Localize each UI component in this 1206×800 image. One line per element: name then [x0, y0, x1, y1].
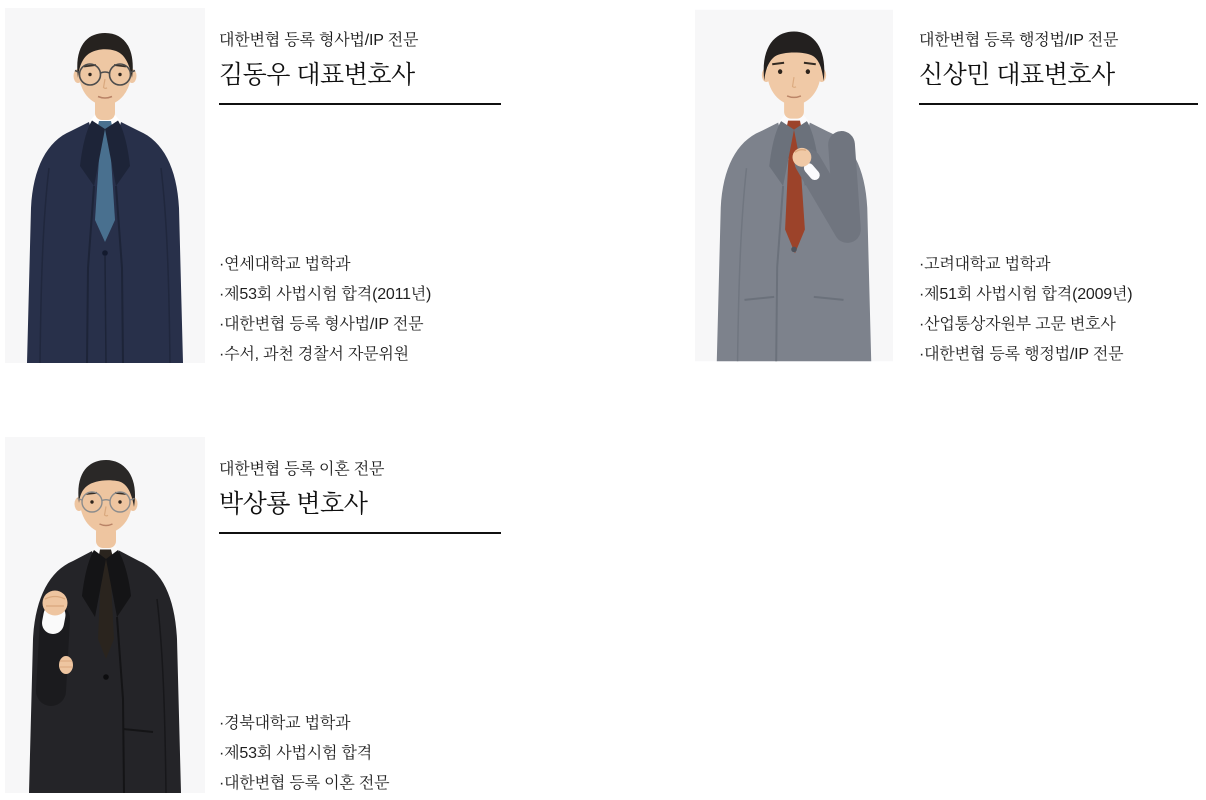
lawyer-portrait-kim-dongwoo: [5, 8, 205, 363]
credential-item: ·대한변협 등록 행정법/IP 전문: [919, 346, 1124, 363]
credential-item: ·대한변협 등록 형사법/IP 전문: [219, 316, 424, 333]
name-underline-divider: [219, 103, 501, 105]
credential-item: ·대한변협 등록 이혼 전문: [219, 775, 390, 792]
lawyer-info: [219, 8, 501, 363]
credential-list: [219, 250, 431, 370]
lawyer-portrait-shin-sangmin: [695, 8, 893, 363]
lawyer-info: [919, 8, 1198, 363]
lawyer-specialty-label: 대한변협 등록 형사법/IP 전문: [219, 32, 419, 49]
lawyer-card-park-sangryong: [5, 437, 501, 793]
credential-list: [219, 709, 389, 799]
lawyer-card-shin-sangmin: [695, 8, 1198, 363]
portrait-illustration: [695, 8, 893, 363]
credential-item: ·제53회 사법시험 합격(2011년): [219, 286, 432, 303]
lawyer-info: [219, 437, 501, 792]
credential-item: ·경북대학교 법학과: [219, 715, 351, 732]
lawyer-name-title: 박상룡 변호사: [219, 490, 368, 518]
portrait-illustration: [5, 437, 205, 793]
lawyer-name-title: 김동우 대표변호사: [219, 61, 415, 89]
credential-list: [919, 250, 1132, 370]
name-underline-divider: [219, 532, 501, 534]
credential-item: ·제53회 사법시험 합격: [219, 745, 373, 762]
lawyer-specialty-label: 대한변협 등록 이혼 전문: [219, 461, 385, 478]
lawyer-specialty-label: 대한변협 등록 행정법/IP 전문: [919, 32, 1119, 49]
lawyer-card-kim-dongwoo: [5, 8, 501, 363]
credential-item: ·산업통상자원부 고문 변호사: [919, 316, 1116, 333]
credential-item: ·연세대학교 법학과: [219, 256, 351, 273]
credential-item: ·고려대학교 법학과: [919, 256, 1051, 273]
credential-item: ·제51회 사법시험 합격(2009년): [919, 286, 1133, 303]
portrait-illustration: [5, 8, 205, 363]
lawyer-name-title: 신상민 대표변호사: [919, 61, 1115, 89]
name-underline-divider: [919, 103, 1198, 105]
credential-item: ·수서, 과천 경찰서 자문위원: [219, 346, 409, 363]
lawyer-portrait-park-sangryong: [5, 437, 205, 793]
